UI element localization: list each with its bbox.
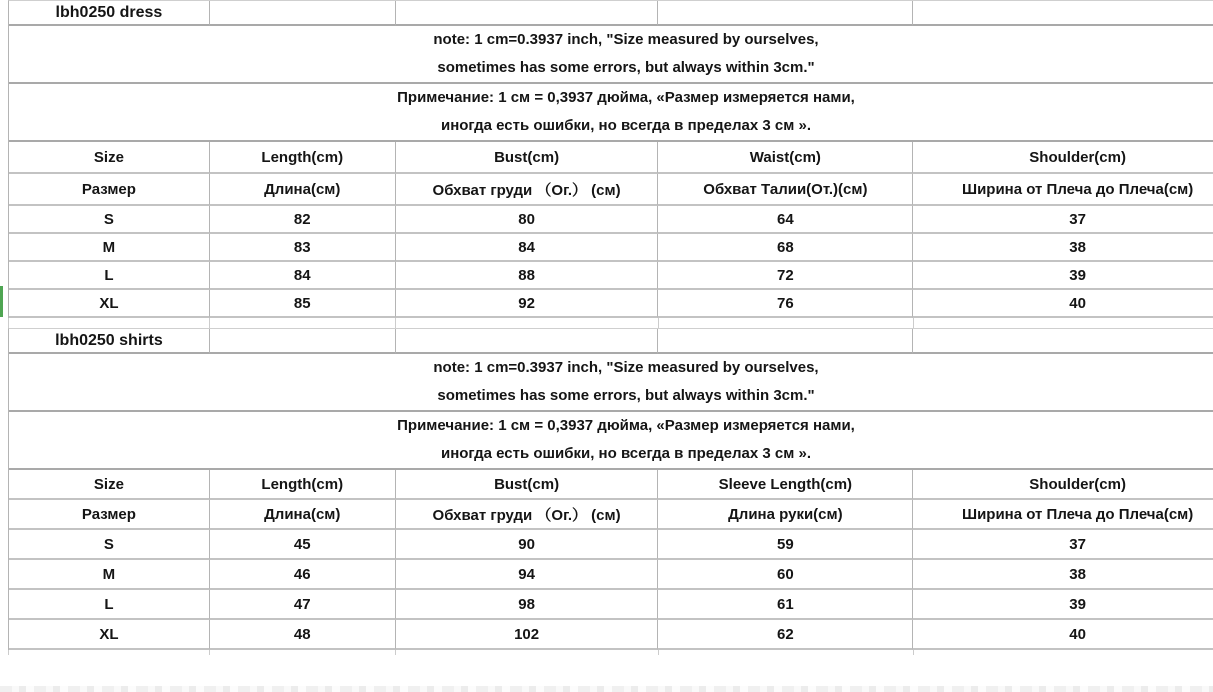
- header-size: Size: [9, 142, 210, 174]
- bottom-texture: [0, 686, 1213, 692]
- bust-value: 92: [396, 290, 659, 318]
- size-value: L: [9, 262, 210, 290]
- shirts-size-table: [8, 328, 1213, 650]
- header-length-ru: Длина(см): [210, 500, 396, 530]
- bust-value: 80: [396, 206, 659, 234]
- header-shoulder: Shoulder(cm): [913, 470, 1213, 500]
- gridline: [913, 650, 914, 655]
- shoulder-value: 37: [913, 206, 1213, 234]
- bust-value: 84: [396, 234, 659, 262]
- waist-value: 72: [658, 262, 913, 290]
- header-length-ru: Длина(см): [210, 174, 396, 206]
- dress-size-table: [8, 0, 1213, 318]
- empty-cell: [210, 1, 396, 26]
- empty-cell: [396, 1, 659, 26]
- header-size-ru: Размер: [9, 500, 210, 530]
- note-ru-line2: иногда есть ошибки, но всегда в пределах 3 см ».: [440, 117, 812, 134]
- length-value: 46: [210, 560, 396, 590]
- shirts-note-russian: [9, 412, 1213, 470]
- length-value: 45: [210, 530, 396, 560]
- shoulder-value: 38: [913, 560, 1213, 590]
- size-value: XL: [9, 620, 210, 650]
- dress-header-row-en: [9, 142, 1213, 174]
- waist-value: 64: [658, 206, 913, 234]
- gridline: [658, 318, 659, 328]
- dress-note-english: [9, 26, 1213, 84]
- note-en-line2: sometimes has some errors, but always within 3cm.": [437, 59, 815, 76]
- header-length: Length(cm): [210, 142, 396, 174]
- header-bust-ru: Обхват груди （Ог.） (см): [396, 500, 659, 530]
- spreadsheet-area: [8, 0, 1213, 655]
- length-value: 85: [210, 290, 396, 318]
- shirts-row-xl: [9, 620, 1213, 650]
- shirts-title-row: [9, 329, 1213, 354]
- header-bust: Bust(cm): [396, 470, 659, 500]
- shoulder-value: 37: [913, 530, 1213, 560]
- dress-title-row: [9, 1, 1213, 26]
- sheet-gap: [8, 318, 1213, 328]
- size-value: M: [9, 234, 210, 262]
- shoulder-value: 39: [913, 262, 1213, 290]
- header-size-ru: Размер: [9, 174, 210, 206]
- header-shoulder-ru: Ширина от Плеча до Плеча(см): [913, 500, 1213, 530]
- header-waist: Waist(cm): [658, 142, 913, 174]
- gridline: [395, 650, 396, 655]
- empty-cell: [913, 1, 1213, 26]
- shirts-table-title: lbh0250 shirts: [9, 329, 210, 354]
- length-value: 84: [210, 262, 396, 290]
- empty-cell: [658, 1, 913, 26]
- dress-header-row-ru: [9, 174, 1213, 206]
- size-value: S: [9, 530, 210, 560]
- sleeve-length-value: 62: [658, 620, 913, 650]
- header-sleeve-length: Sleeve Length(cm): [658, 470, 913, 500]
- shirts-header-row-ru: [9, 500, 1213, 530]
- bust-value: 88: [396, 262, 659, 290]
- sheet-gap-bottom: [8, 650, 1213, 655]
- dress-note-russian: [9, 84, 1213, 142]
- gridline: [209, 318, 210, 328]
- shirts-row-s: [9, 530, 1213, 560]
- bust-value: 94: [396, 560, 659, 590]
- note-ru-line1: Примечание: 1 см = 0,3937 дюйма, «Размер измеряется нами,: [397, 89, 855, 106]
- shoulder-value: 40: [913, 290, 1213, 318]
- length-value: 48: [210, 620, 396, 650]
- size-value: L: [9, 590, 210, 620]
- empty-cell: [396, 329, 659, 354]
- dress-row-s: [9, 206, 1213, 234]
- dress-row-m: [9, 234, 1213, 262]
- shoulder-value: 40: [913, 620, 1213, 650]
- waist-value: 76: [658, 290, 913, 318]
- shoulder-value: 39: [913, 590, 1213, 620]
- length-value: 82: [210, 206, 396, 234]
- sleeve-length-value: 61: [658, 590, 913, 620]
- empty-cell: [658, 329, 913, 354]
- note-en-line1: note: 1 cm=0.3937 inch, "Size measured by ourselves,: [433, 359, 819, 376]
- dress-table-title: lbh0250 dress: [9, 1, 210, 26]
- gridline: [658, 650, 659, 655]
- header-size: Size: [9, 470, 210, 500]
- bust-value: 98: [396, 590, 659, 620]
- empty-cell: [210, 329, 396, 354]
- header-waist-ru: Обхват Талии(От.)(см): [658, 174, 913, 206]
- header-length: Length(cm): [210, 470, 396, 500]
- gridline: [209, 650, 210, 655]
- bust-value: 90: [396, 530, 659, 560]
- header-shoulder-ru: Ширина от Плеча до Плеча(см): [913, 174, 1213, 206]
- cell-selection-indicator: [0, 286, 3, 317]
- length-value: 83: [210, 234, 396, 262]
- shirts-row-l: [9, 590, 1213, 620]
- size-value: M: [9, 560, 210, 590]
- size-value: XL: [9, 290, 210, 318]
- size-value: S: [9, 206, 210, 234]
- note-en-line1: note: 1 cm=0.3937 inch, "Size measured by ourselves,: [433, 31, 819, 48]
- header-bust: Bust(cm): [396, 142, 659, 174]
- waist-value: 68: [658, 234, 913, 262]
- header-bust-ru: Обхват груди （Ог.） (см): [396, 174, 659, 206]
- header-sleeve-length-ru: Длина руки(см): [658, 500, 913, 530]
- shirts-row-m: [9, 560, 1213, 590]
- dress-row-xl: [9, 290, 1213, 318]
- header-shoulder: Shoulder(cm): [913, 142, 1213, 174]
- gridline: [395, 318, 396, 328]
- note-ru-line2: иногда есть ошибки, но всегда в пределах 3 см ».: [440, 445, 812, 462]
- bust-value: 102: [396, 620, 659, 650]
- shirts-note-english: [9, 354, 1213, 412]
- shoulder-value: 38: [913, 234, 1213, 262]
- length-value: 47: [210, 590, 396, 620]
- note-en-line2: sometimes has some errors, but always within 3cm.": [437, 387, 815, 404]
- sleeve-length-value: 60: [658, 560, 913, 590]
- sleeve-length-value: 59: [658, 530, 913, 560]
- note-ru-line1: Примечание: 1 см = 0,3937 дюйма, «Размер измеряется нами,: [397, 417, 855, 434]
- shirts-header-row-en: [9, 470, 1213, 500]
- empty-cell: [913, 329, 1213, 354]
- dress-row-l: [9, 262, 1213, 290]
- gridline: [913, 318, 914, 328]
